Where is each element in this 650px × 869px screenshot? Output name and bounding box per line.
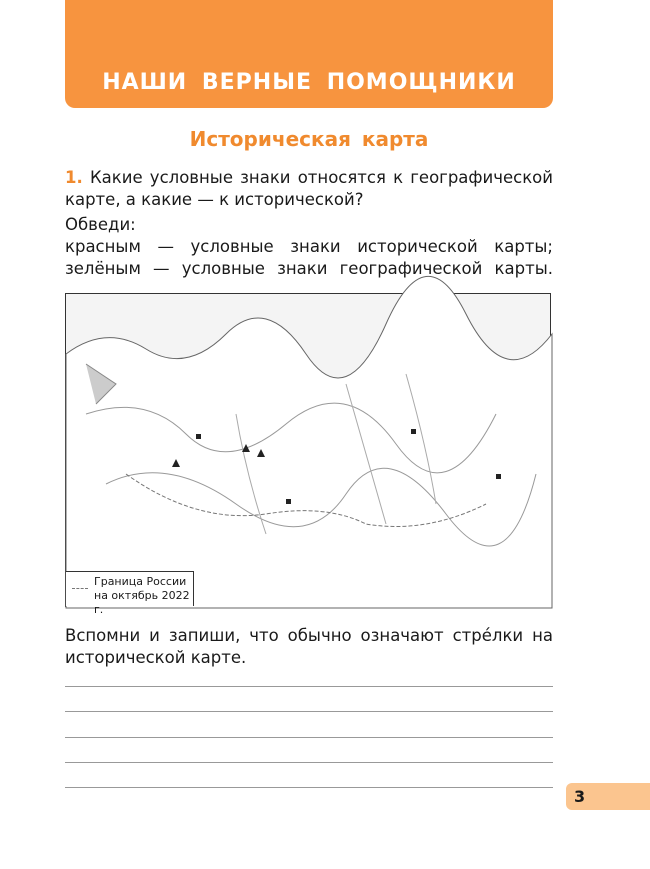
- answer-line[interactable]: [65, 711, 553, 712]
- legend-line: Граница России: [94, 575, 187, 588]
- answer-line[interactable]: [65, 787, 553, 788]
- task-1-question: [65, 167, 553, 211]
- item-green: зелёным — условные знаки географической карты.: [65, 259, 553, 278]
- answer-line[interactable]: [65, 737, 553, 738]
- task-1-instruction: [65, 214, 553, 280]
- header-banner: [65, 0, 553, 108]
- question-line: Вспомни и запиши, что обычно означают стрéлки на: [65, 626, 553, 645]
- historical-map: [65, 293, 551, 616]
- task-2-question: [65, 625, 553, 669]
- header-title: НАШИ ВЕРНЫЕ ПОМОЩНИКИ: [102, 70, 516, 95]
- answer-line[interactable]: [65, 762, 553, 763]
- question-line: Какие условные знаки относятся к географической: [89, 168, 554, 187]
- instruction: Обведи:: [65, 215, 136, 234]
- answer-line[interactable]: [65, 686, 553, 687]
- section-title: Историческая карта: [189, 127, 429, 151]
- map-legend: [66, 571, 194, 616]
- border-symbol: [72, 588, 88, 589]
- question-line: карте, а какие — к исторической?: [65, 190, 364, 209]
- item-red: красным — условные знаки исторической карты;: [65, 237, 553, 256]
- legend-line: на октябрь 2022 г.: [94, 589, 190, 616]
- map-outline: [66, 294, 552, 608]
- question-line: исторической карте.: [65, 648, 247, 667]
- page-number: 3: [574, 787, 586, 806]
- task-number: 1.: [65, 168, 83, 187]
- page-number-tab: [566, 783, 650, 810]
